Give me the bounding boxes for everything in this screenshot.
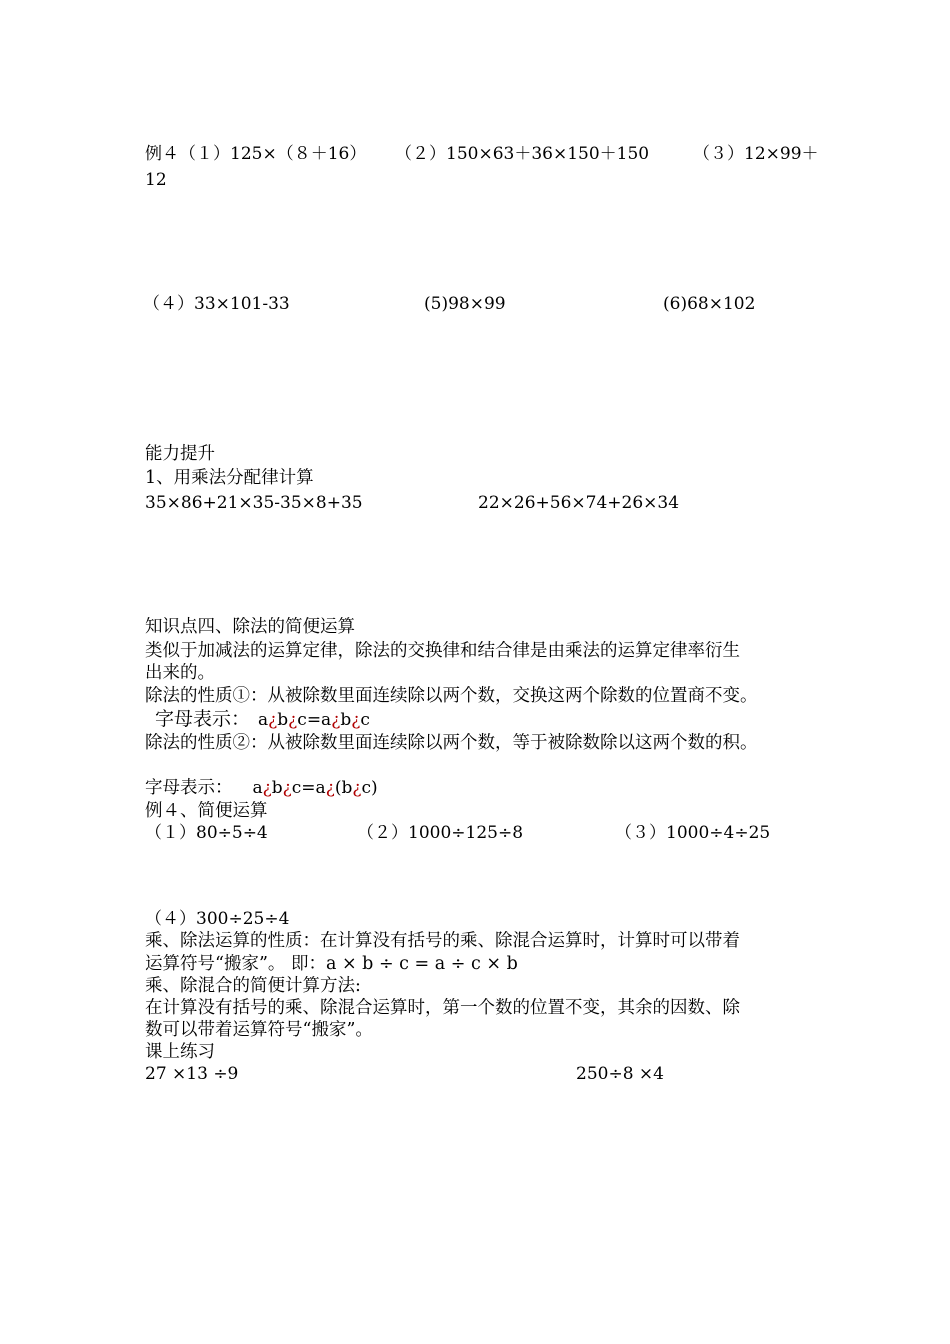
example4-division-item-3: （３）1000÷4÷25 — [615, 823, 771, 843]
practice-exercise-2: 250÷8 ×4 — [576, 1064, 664, 1084]
formula-2-term: c) — [361, 778, 378, 798]
formula-1-term: a — [258, 710, 269, 730]
kp4-intro-line-1: 类似于加减法的运算定律，除法的交换律和结合律是由乘法的运算定律率衍生 — [145, 641, 740, 661]
kp4-intro-line-2: 出来的。 — [145, 663, 215, 683]
formula-2-division-glyph: ¿ — [262, 778, 272, 798]
example4-item-3: （３）12×99＋ — [693, 144, 819, 164]
example4-division-heading: 例４、简便运算 — [145, 801, 268, 821]
mixed-rule-line-2: 运算符号“搬家”。 即：a × b ÷ c = a ÷ c × b — [145, 954, 518, 974]
formula-1-term: b — [277, 710, 289, 730]
division-property-1: 除法的性质①：从被除数里面连续除以两个数，交换这两个除数的位置商不变。 — [145, 686, 758, 706]
mixed-method-line-1: 在计算没有括号的乘、除混合运算时，第一个数的位置不变，其余的因数、除 — [145, 998, 740, 1018]
formula-2-division-glyph: ¿ — [325, 778, 335, 798]
ability-heading: 能力提升 — [145, 444, 215, 464]
formula-2-division-glyph: ¿ — [282, 778, 292, 798]
formula-2-term: a — [252, 778, 263, 798]
formula-2-label: 字母表示： — [145, 778, 233, 798]
formula-2-term: (b — [334, 778, 353, 798]
mixed-method-heading: 乘、除混合的简便计算方法: — [145, 976, 361, 996]
formula-2-division-glyph: ¿ — [352, 778, 362, 798]
mixed-rule-line-1: 乘、除法运算的性质：在计算没有括号的乘、除混合运算时，计算时可以带着 — [145, 931, 740, 951]
example4-division-item-4: （４）300÷25÷4 — [145, 909, 290, 929]
formula-1-term: c — [360, 710, 370, 730]
example4-item-5: (5)98×99 — [424, 294, 506, 314]
formula-1 — [155, 708, 370, 731]
example4-item-6: (6)68×102 — [663, 294, 756, 314]
example4-item-3-continued: 12 — [145, 170, 167, 190]
formula-2-term: b — [271, 778, 283, 798]
example4-item-2: （２）150×63＋36×150＋150 — [395, 144, 650, 164]
formula-2-term: c=a — [291, 778, 326, 798]
ability-task: 1、用乘法分配律计算 — [145, 468, 314, 488]
practice-heading: 课上练习 — [145, 1042, 215, 1062]
example4-item-4: （４）33×101-33 — [143, 294, 290, 314]
formula-2 — [145, 777, 378, 799]
formula-1-term: b — [340, 710, 352, 730]
mixed-method-line-2: 数可以带着运算符号“搬家”。 — [145, 1020, 373, 1040]
formula-1-term: c=a — [297, 710, 332, 730]
formula-1-division-glyph: ¿ — [268, 710, 278, 730]
formula-1-division-glyph: ¿ — [288, 710, 298, 730]
formula-1-division-glyph: ¿ — [331, 710, 341, 730]
formula-1-label: 字母表示： — [155, 708, 251, 730]
formula-1-division-glyph: ¿ — [351, 710, 361, 730]
kp4-heading: 知识点四、除法的简便运算 — [145, 617, 355, 637]
example4-division-item-2: （２）1000÷125÷8 — [357, 823, 524, 843]
example4-division-item-1: （１）80÷5÷4 — [145, 823, 268, 843]
practice-exercise-1: 27 ×13 ÷9 — [145, 1064, 239, 1084]
example4-item-1: 例４（１）125×（８＋16） — [145, 144, 367, 164]
division-property-2: 除法的性质②：从被除数里面连续除以两个数，等于被除数除以这两个数的积。 — [145, 733, 758, 753]
ability-exercise-1: 35×86+21×35-35×8+35 — [145, 493, 363, 513]
ability-exercise-2: 22×26+56×74+26×34 — [478, 493, 680, 513]
